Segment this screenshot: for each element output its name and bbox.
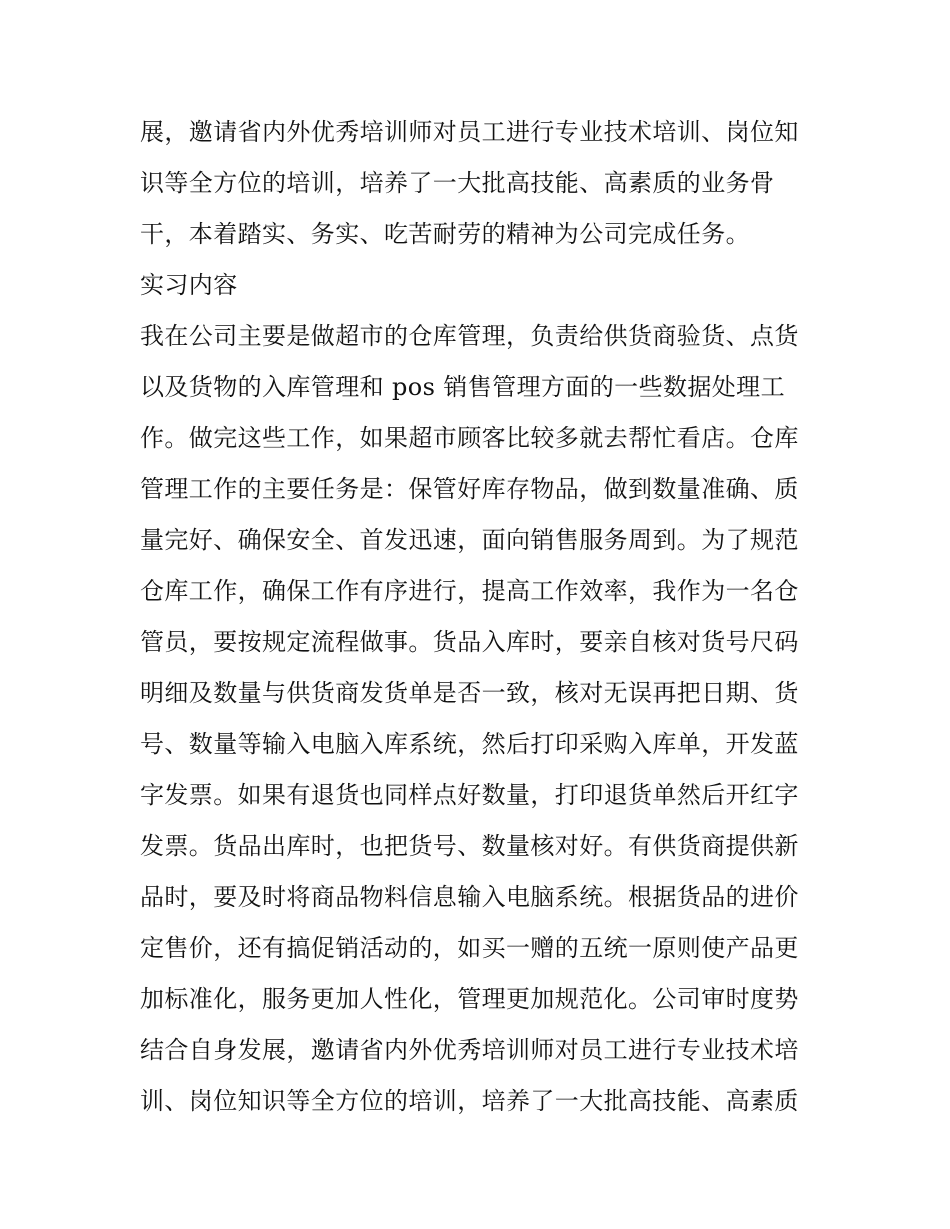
text-line: 量完好、确保安全、首发迅速，面向销售服务周到。为了规范 <box>140 526 799 554</box>
text-line: 管理工作的主要任务是：保管好库存物品，做到数量准确、质 <box>140 475 799 503</box>
text-line: 以及货物的入库管理和 pos 销售管理方面的一些数据处理工 <box>140 373 785 401</box>
text-line: 干，本着踏实、务实、吃苦耐劳的精神为公司完成任务。 <box>140 220 750 248</box>
text-line: 字发票。如果有退货也同样点好数量，打印退货单然后开红字 <box>140 781 799 809</box>
text-line: 管员，要按规定流程做事。货品入库时，要亲自核对货号尺码 <box>140 628 799 656</box>
body-text <box>140 107 820 1127</box>
text-line: 作。做完这些工作，如果超市顾客比较多就去帮忙看店。仓库 <box>140 424 799 452</box>
text-line: 我在公司主要是做超市的仓库管理，负责给供货商验货、点货 <box>140 322 799 350</box>
section-heading: 实习内容 <box>140 271 238 299</box>
text-line: 明细及数量与供货商发货单是否一致，核对无误再把日期、货 <box>140 679 799 707</box>
text-line: 号、数量等输入电脑入库系统，然后打印采购入库单，开发蓝 <box>140 730 799 758</box>
text-line: 仓库工作，确保工作有序进行，提高工作效率，我作为一名仓 <box>140 577 799 605</box>
text-line: 识等全方位的培训，培养了一大批高技能、高素质的业务骨 <box>140 169 775 197</box>
text-line: 加标准化，服务更加人性化，管理更加规范化。公司审时度势 <box>140 985 799 1013</box>
text-line: 训、岗位知识等全方位的培训，培养了一大批高技能、高素质 <box>140 1087 799 1115</box>
text-line: 品时，要及时将商品物料信息输入电脑系统。根据货品的进价 <box>140 883 799 911</box>
text-line: 展，邀请省内外优秀培训师对员工进行专业技术培训、岗位知 <box>140 118 799 146</box>
text-line: 发票。货品出库时，也把货号、数量核对好。有供货商提供新 <box>140 832 799 860</box>
text-line: 定售价，还有搞促销活动的，如买一赠的五统一原则使产品更 <box>140 934 799 962</box>
text-line: 结合自身发展，邀请省内外优秀培训师对员工进行专业技术培 <box>140 1036 799 1064</box>
